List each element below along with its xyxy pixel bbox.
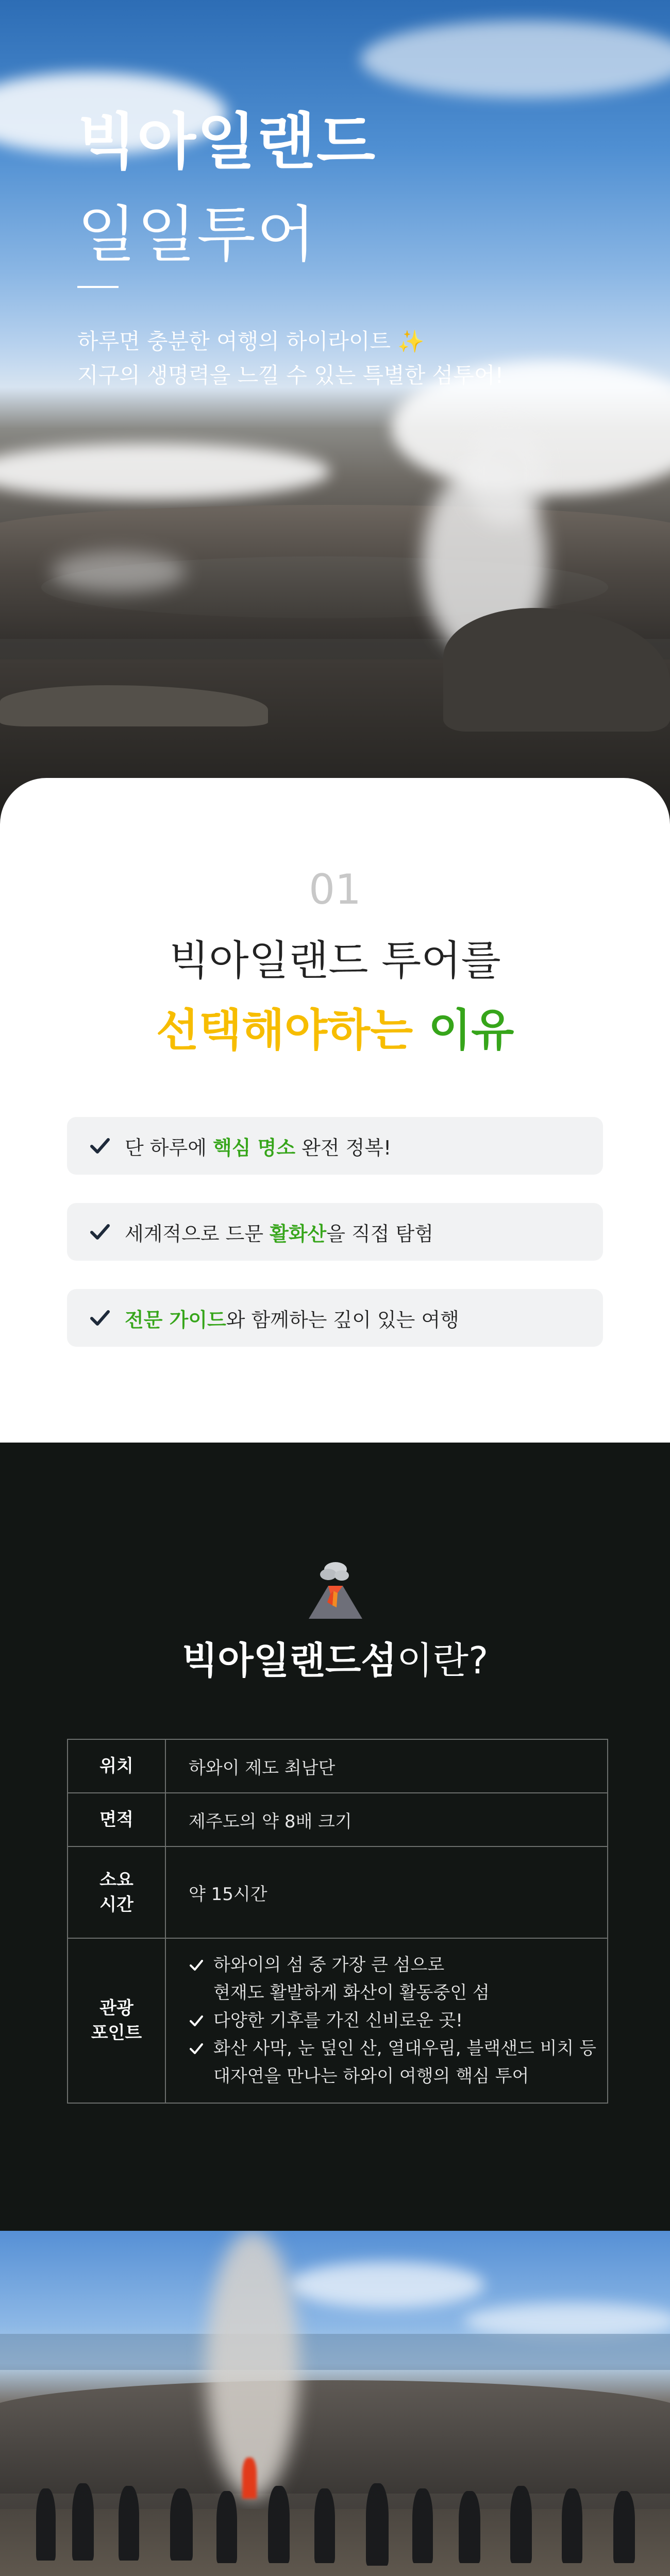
hero-title: 빅아일랜드: [77, 106, 376, 177]
point-text: 다양한 기후를 가진 신비로운 곳!: [213, 2010, 463, 2031]
point-text: 하와이의 섬 중 가장 큰 섬으로: [213, 1955, 445, 1975]
table-key-line: 소요: [99, 1870, 133, 1890]
table-value: 하와이 제도 최남단: [165, 1739, 608, 1793]
table-key: 면적: [68, 1793, 165, 1846]
table-value: 제주도의 약 8배 크기: [165, 1793, 608, 1846]
about-title-bold: 빅아일랜드섬: [181, 1639, 397, 1682]
reason-highlight: 전문 가이드: [125, 1308, 226, 1331]
table-key-line: 포인트: [91, 2023, 142, 2043]
reason-text-part: 완전 정복!: [295, 1136, 392, 1159]
reason-text-part: 와 함께하는 깊이 있는 여행: [226, 1308, 459, 1331]
title-highlight-green: 이유: [413, 1005, 514, 1056]
table-key-line: 시간: [99, 1894, 133, 1915]
reason-highlight: 핵심 명소: [213, 1136, 296, 1159]
point-text: 대자연을 만나는 하와이 여행의 핵심 투어: [213, 2066, 529, 2087]
hero-subtitle-line: 하루면 충분한 여행의 하이라이트 ✨: [77, 329, 425, 354]
section-number: 01: [309, 866, 361, 913]
table-key: 위치: [68, 1739, 165, 1793]
point-text: 현재도 활발하게 화산이 활동중인 섬: [213, 1982, 490, 2003]
reason-text-part: 세계적으로 드문: [125, 1222, 270, 1245]
about-title-rest: 이란?: [396, 1639, 489, 1682]
point-text: 화산 사막, 눈 덮인 산, 열대우림, 블랙샌드 비치 등: [213, 2038, 596, 2059]
hero-subtitle-line: 지구의 생명력을 느낄 수 있는 특별한 섬투어!: [77, 363, 504, 388]
reason-text-part: 단 하루에: [125, 1136, 213, 1159]
title-highlight-yellow: 선택해야하는: [156, 1005, 413, 1056]
hero-title-secondary: 일일투어: [77, 199, 316, 270]
table-value: 약 15시간: [165, 1846, 608, 1938]
reason-text-part: 을 직접 탐험: [326, 1222, 433, 1245]
section-title: 빅아일랜드 투어를: [169, 937, 501, 985]
table-key-line: 관광: [99, 1998, 133, 2019]
reason-highlight: 활화산: [270, 1222, 327, 1245]
